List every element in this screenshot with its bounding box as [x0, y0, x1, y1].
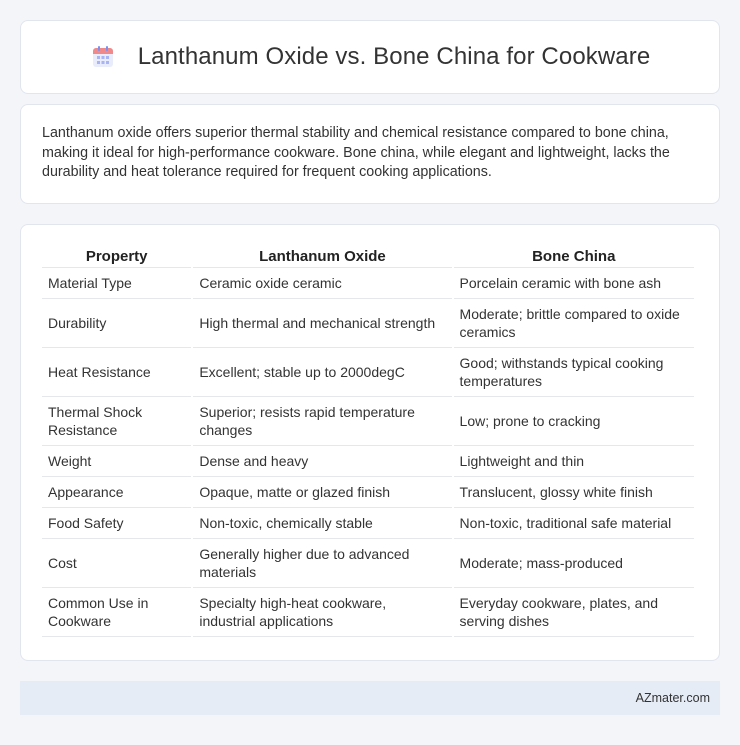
row-bone-china-value: Non-toxic, traditional safe material	[454, 508, 694, 539]
summary-card	[20, 104, 720, 204]
footer	[20, 681, 720, 715]
row-lanthanum-value: Ceramic oxide ceramic	[193, 268, 451, 299]
row-lanthanum-value: Non-toxic, chemically stable	[193, 508, 451, 539]
table-row	[42, 539, 694, 588]
column-header-bone-china: Bone China	[454, 246, 694, 268]
table-row	[42, 268, 694, 299]
page-title: Lanthanum Oxide vs. Bone China for Cookware	[137, 43, 651, 70]
row-bone-china-value: Good; withstands typical cooking temperatures	[454, 348, 694, 397]
comparison-table-card	[20, 224, 720, 661]
row-property: Durability	[42, 299, 191, 348]
row-property: Heat Resistance	[42, 348, 191, 397]
title-card	[20, 20, 720, 94]
row-lanthanum-value: Superior; resists rapid temperature changes	[193, 397, 451, 446]
row-property: Appearance	[42, 477, 191, 508]
row-lanthanum-value: Opaque, matte or glazed finish	[193, 477, 451, 508]
row-bone-china-value: Everyday cookware, plates, and serving dishes	[454, 588, 694, 637]
summary-text: Lanthanum oxide offers superior thermal stability and chemical resistance compared to bone china, making it ideal for high-performance cookware. Bone china, while elegant and lightweight, lacks the durability and heat tolerance required for frequent cooking applications.	[42, 125, 670, 180]
footer-site-name: AZmater.com	[635, 691, 710, 705]
table-row	[42, 508, 694, 539]
row-lanthanum-value: Generally higher due to advanced materials	[193, 539, 451, 588]
table-header-row	[42, 246, 694, 268]
row-lanthanum-value: Specialty high-heat cookware, industrial applications	[193, 588, 451, 637]
row-property: Food Safety	[42, 508, 191, 539]
row-lanthanum-value: Dense and heavy	[193, 446, 451, 477]
row-property: Thermal Shock Resistance	[42, 397, 191, 446]
comparison-table	[40, 246, 696, 637]
row-lanthanum-value: Excellent; stable up to 2000degC	[193, 348, 451, 397]
row-bone-china-value: Lightweight and thin	[454, 446, 694, 477]
table-row	[42, 397, 694, 446]
column-header-property: Property	[42, 246, 191, 268]
row-bone-china-value: Low; prone to cracking	[454, 397, 694, 446]
row-lanthanum-value: High thermal and mechanical strength	[193, 299, 451, 348]
row-property: Weight	[42, 446, 191, 477]
row-bone-china-value: Moderate; mass-produced	[454, 539, 694, 588]
table-row	[42, 477, 694, 508]
table-row	[42, 299, 694, 348]
table-row	[42, 588, 694, 637]
row-property: Common Use in Cookware	[42, 588, 191, 637]
row-property: Material Type	[42, 268, 191, 299]
row-property: Cost	[42, 539, 191, 588]
row-bone-china-value: Moderate; brittle compared to oxide ceramics	[454, 299, 694, 348]
row-bone-china-value: Translucent, glossy white finish	[454, 477, 694, 508]
calendar-icon	[90, 44, 116, 70]
row-bone-china-value: Porcelain ceramic with bone ash	[454, 268, 694, 299]
column-header-lanthanum-oxide: Lanthanum Oxide	[193, 246, 451, 268]
table-row	[42, 348, 694, 397]
table-row	[42, 446, 694, 477]
